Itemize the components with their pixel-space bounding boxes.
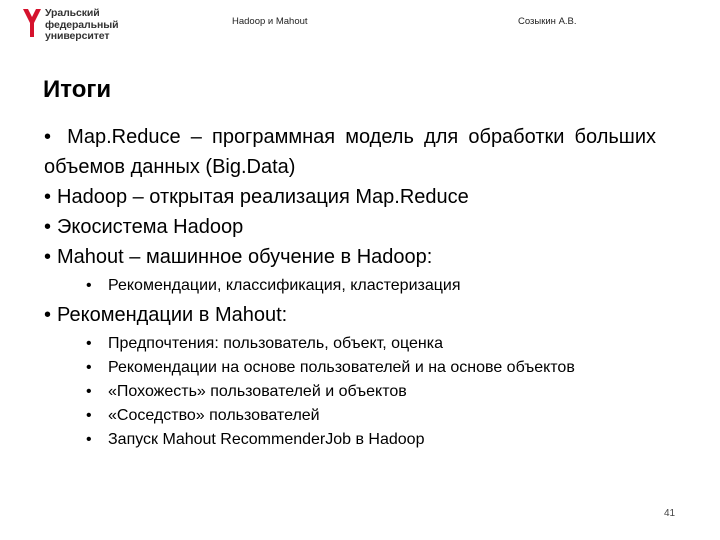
slide-title: Итоги (43, 76, 112, 103)
list-item (44, 242, 656, 272)
bullet: • (86, 359, 92, 376)
urfu-logo-icon (22, 8, 42, 38)
list-item (44, 182, 656, 212)
sub-list-item (44, 274, 656, 298)
university-logo (22, 8, 132, 42)
sub-list-item-text: «Соседство» пользователей (108, 407, 320, 424)
sub-list-item-text: Рекомендации, классификация, кластеризация (108, 277, 461, 294)
bullet: • (44, 216, 52, 238)
sub-list-item (44, 332, 656, 356)
sub-list-item (44, 428, 656, 452)
list-item-text: Mahout – машинное обучение в Hadoop: (57, 246, 433, 268)
list-item (44, 122, 656, 182)
bullet: • (44, 246, 52, 268)
sub-list-item (44, 356, 656, 380)
logo-line-3: университет (45, 30, 110, 42)
header-author: Созыкин А.В. (518, 16, 577, 27)
list-item (44, 300, 656, 330)
list-item-text: Map.Reduce – программная модель для обработки больших объемов данных (Big.Data) (44, 126, 656, 178)
sub-list (44, 332, 656, 452)
sub-list-item-text: Запуск Mahout RecommenderJob в Hadoop (108, 431, 425, 448)
slide-content (44, 122, 656, 454)
sub-list-item (44, 380, 656, 404)
logo-line-2: федеральный (45, 18, 119, 31)
bullet: • (86, 383, 92, 400)
header-topic: Hadoop и Mahout (232, 16, 308, 27)
bullet: • (44, 126, 52, 148)
page-number: 41 (664, 508, 676, 519)
bullet: • (86, 431, 92, 448)
bullet: • (44, 304, 52, 326)
list-item-text: Рекомендации в Mahout: (57, 304, 288, 326)
bullet: • (86, 277, 92, 294)
bullet: • (86, 335, 92, 352)
sub-list-item-text: Рекомендации на основе пользователей и на основе объектов (108, 359, 575, 376)
sub-list-item (44, 404, 656, 428)
sub-list-item-text: «Похожесть» пользователей и объектов (108, 383, 407, 400)
sub-list (44, 274, 656, 298)
sub-list-item-text: Предпочтения: пользователь, объект, оценка (108, 335, 444, 352)
logo-text (45, 8, 118, 43)
list-item-text: Экосистема Hadoop (57, 216, 244, 238)
list-item (44, 212, 656, 242)
list-item-text: Hadoop – открытая реализация Map.Reduce (57, 186, 469, 208)
bullet: • (86, 407, 92, 424)
logo-line-1: Уральский (45, 7, 100, 19)
bullet: • (44, 186, 52, 208)
